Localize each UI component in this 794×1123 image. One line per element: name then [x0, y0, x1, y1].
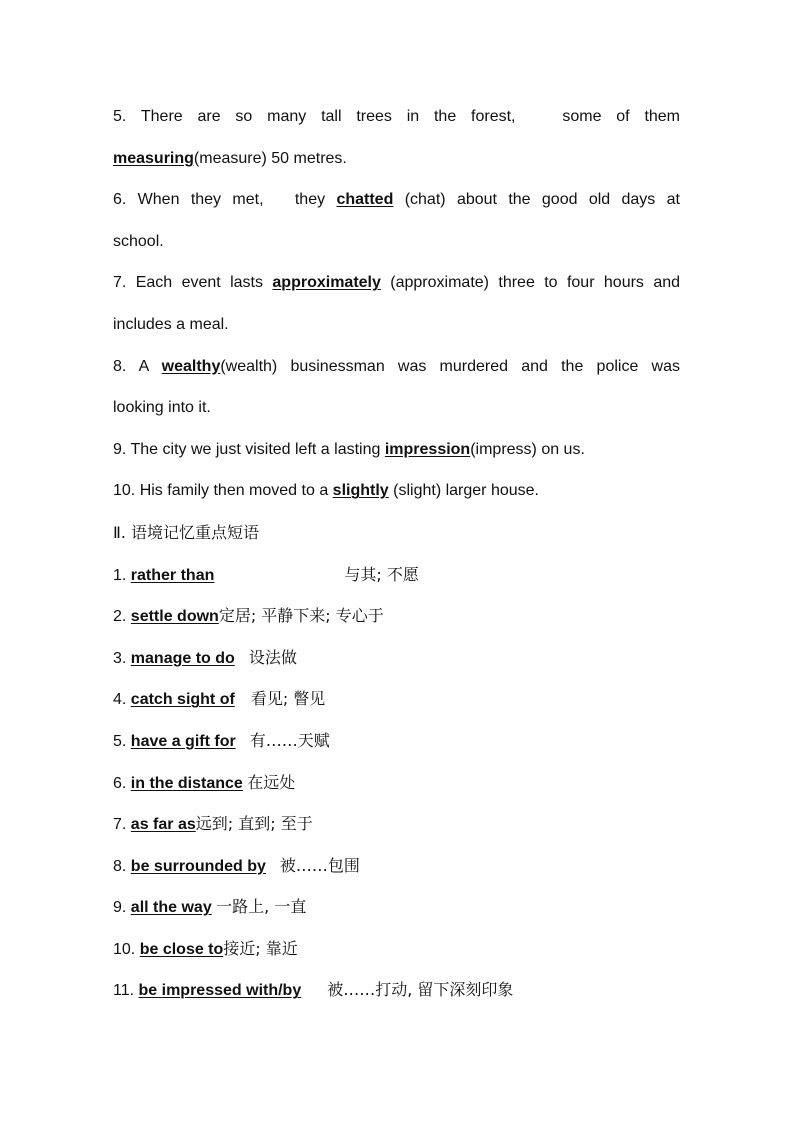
- phrase-item: 3. manage to do 设法做: [113, 647, 297, 667]
- phrase-meaning: 一路上, 一直: [216, 897, 307, 917]
- sentence-7-line-1: 7. Each event lasts approximately (approximate) three to four hours and: [113, 274, 681, 292]
- phrase-item: 7. as far as远到; 直到; 至于: [113, 814, 313, 834]
- phrase-text: be impressed with/by: [138, 982, 302, 1000]
- phrase-text: in the distance: [130, 774, 243, 792]
- phrase-item: 11. be impressed with/by 被……打动, 留下深刻印象: [113, 980, 514, 1000]
- sentence-8-line-1: 8. A wealthy(wealth) businessman was murdered and the police was: [113, 357, 681, 375]
- sentence-5-line-1: 5. There are so many tall trees in the forest, some of them: [113, 108, 681, 125]
- answer-slightly: slightly: [332, 482, 389, 500]
- phrase-item: 2. settle down定居; 平静下来; 专心于: [113, 606, 384, 626]
- phrase-text: manage to do: [130, 649, 235, 667]
- answer-measuring: measuring: [113, 149, 194, 167]
- worksheet-page: [113, 96, 680, 1011]
- phrase-meaning: 定居; 平静下来; 专心于: [218, 606, 384, 626]
- answer-impression: impression: [384, 440, 471, 458]
- answer-wealthy: wealthy: [161, 357, 221, 375]
- phrase-meaning: 有……天赋: [249, 730, 330, 750]
- sentence-6-line-2: school.: [113, 232, 164, 250]
- phrase-text: be surrounded by: [130, 857, 266, 875]
- phrase-meaning: 在远处: [247, 772, 296, 792]
- phrase-meaning: 设法做: [248, 647, 297, 667]
- answer-approximately: approximately: [272, 274, 381, 292]
- phrase-text: as far as: [130, 816, 196, 834]
- phrase-text: rather than: [130, 566, 215, 584]
- phrase-item: 4. catch sight of 看见; 瞥见: [113, 689, 326, 709]
- sentence-7-line-2: includes a meal.: [113, 315, 229, 333]
- phrase-meaning: 接近; 靠近: [223, 938, 298, 958]
- phrase-meaning: 看见; 瞥见: [250, 689, 326, 709]
- section-heading: Ⅱ. 语境记忆重点短语: [113, 522, 260, 542]
- sentence-6-line-1: 6. When they met, they chatted (chat) about the good old days at: [113, 191, 680, 209]
- phrase-item: 9. all the way 一路上, 一直: [113, 897, 307, 917]
- phrase-text: have a gift for: [130, 732, 236, 750]
- answer-chatted: chatted: [336, 191, 394, 209]
- phrase-meaning: 被……打动, 留下深刻印象: [327, 980, 514, 1000]
- sentence-5-line-2: measuring(measure) 50 metres.: [113, 149, 347, 167]
- phrase-text: be close to: [139, 940, 224, 958]
- phrase-meaning: 与其; 不愿: [344, 564, 419, 584]
- sentence-10-line-1: 10. His family then moved to a slightly (slight) larger house.: [113, 482, 539, 500]
- phrase-item: 10. be close to接近; 靠近: [113, 938, 298, 958]
- phrase-text: all the way: [130, 899, 212, 917]
- sentence-8-line-2: looking into it.: [113, 399, 211, 417]
- phrase-text: catch sight of: [130, 691, 235, 709]
- phrase-item: 6. in the distance 在远处: [113, 772, 296, 792]
- phrase-item: 5. have a gift for 有……天赋: [113, 730, 330, 750]
- phrase-item: 8. be surrounded by 被……包围: [113, 855, 360, 875]
- phrase-item: 1. rather than 与其; 不愿: [113, 564, 419, 584]
- phrase-meaning: 远到; 直到; 至于: [195, 814, 313, 834]
- phrase-meaning: 被……包围: [279, 855, 360, 875]
- phrase-text: settle down: [130, 608, 219, 626]
- sentence-9-line-1: 9. The city we just visited left a lasting impression(impress) on us.: [113, 440, 585, 458]
